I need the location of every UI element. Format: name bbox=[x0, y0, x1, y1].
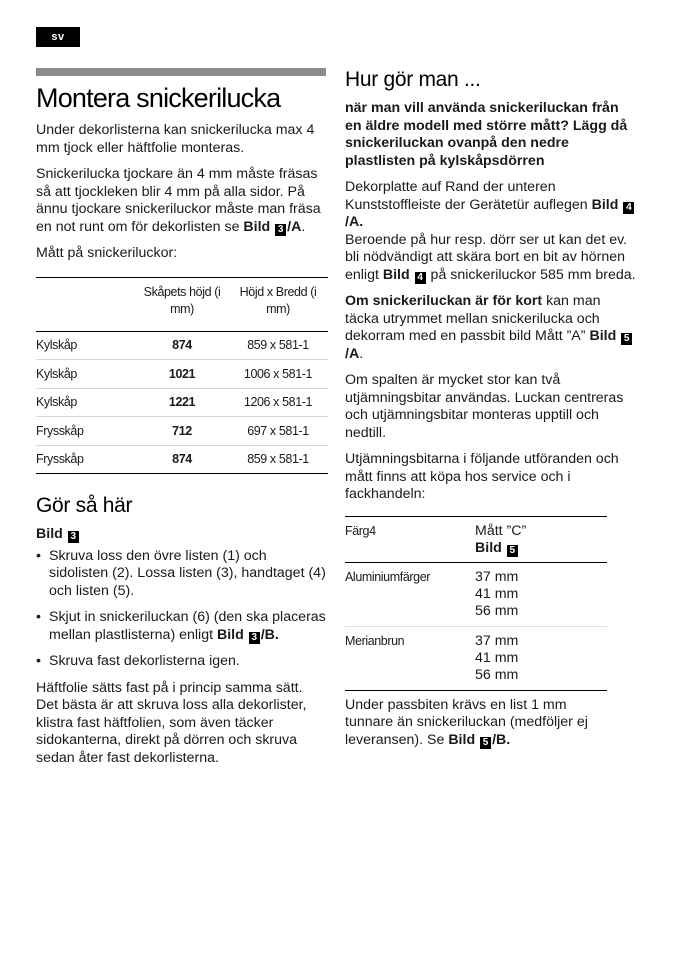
figure-ref-label: Bild bbox=[243, 218, 271, 235]
sentence-end: . bbox=[301, 218, 306, 235]
language-tab: sv bbox=[36, 27, 80, 47]
header-dimension bbox=[475, 523, 607, 557]
spacer-size: 56 mm bbox=[475, 666, 519, 683]
cabinet-type: Frysskåp bbox=[36, 452, 84, 467]
table-row bbox=[345, 563, 607, 627]
figure-ref-label: Bild bbox=[475, 539, 502, 556]
figure-ref-suffix: /A bbox=[287, 218, 302, 235]
table-row bbox=[36, 446, 328, 474]
figure-ref-suffix: /A. bbox=[345, 214, 364, 230]
table-row bbox=[36, 332, 328, 361]
section-rule bbox=[36, 68, 326, 76]
instruction-list bbox=[36, 548, 326, 671]
right-column bbox=[345, 68, 637, 758]
figure-ref-label: Bild bbox=[216, 626, 244, 643]
list-item: • Skruva fast dekorlisterna igen. bbox=[36, 653, 326, 671]
header-height-width: Höjd x Bredd (i mm) bbox=[239, 284, 317, 316]
header-empty-cell bbox=[36, 284, 136, 331]
short-panel-paragraph bbox=[345, 293, 637, 363]
figure-ref-label: Bild bbox=[382, 266, 410, 283]
spacer-size: 41 mm bbox=[475, 649, 519, 666]
placement-text: Dekorplatte auf Rand der unteren Kunststoffleiste der Gerätetür auflegen bbox=[345, 179, 588, 213]
table-row bbox=[345, 627, 607, 690]
gap-paragraph: Om spalten är mycket stor kan två utjämningsbitar användas. Luckan centreras och utjämningsbitar monteras upptill och nedtill. bbox=[345, 372, 624, 441]
panel-dimensions: 697 x 581-1 bbox=[247, 423, 309, 438]
figure-ref-label: Bild bbox=[448, 731, 476, 748]
spacer-size: 37 mm bbox=[475, 568, 519, 585]
figure-number-badge: 3 bbox=[249, 632, 260, 644]
spacer-size: 41 mm bbox=[475, 585, 519, 602]
cabinet-type: Kylskåp bbox=[36, 338, 77, 353]
spacer-table bbox=[345, 516, 607, 691]
list-item: • Skruva loss den övre listen (1) och sidolisten (2). Lossa listen (3), handtaget (4) och listen (5). bbox=[36, 548, 326, 601]
strip-footnote bbox=[345, 697, 607, 750]
instruction-text: Skjut in snickeriluckan (6) (den ska placeras mellan plastlisterna) enligt bbox=[49, 609, 326, 643]
header-dimension-label: Mått ”C” bbox=[475, 522, 527, 539]
spacer-availability-paragraph: Utjämningsbitarna i följande utföranden och mått finns att köpa hos service och i fackhandeln: bbox=[345, 451, 619, 502]
spacer-color: Aluminiumfärger bbox=[345, 569, 431, 584]
panel-dimensions: 1006 x 581-1 bbox=[243, 366, 313, 381]
figure-number-badge: 5 bbox=[621, 333, 632, 345]
table-row bbox=[36, 417, 328, 446]
cabinet-height: 874 bbox=[172, 452, 192, 467]
figure-ref-label: Bild bbox=[591, 196, 619, 213]
spacer-size: 37 mm bbox=[475, 632, 519, 649]
placement-paragraph bbox=[345, 179, 637, 284]
dimensions-table-header bbox=[36, 278, 328, 332]
page-title: Montera snickerilucka bbox=[36, 83, 281, 113]
spacer-size: 56 mm bbox=[475, 602, 519, 619]
panel-dimensions: 1206 x 581-1 bbox=[243, 395, 313, 410]
cabinet-type: Kylskåp bbox=[36, 395, 77, 410]
figure-ref-label: Bild bbox=[589, 328, 617, 344]
header-color: Färg4 bbox=[345, 523, 376, 538]
left-column bbox=[36, 68, 326, 776]
list-item bbox=[36, 609, 326, 644]
figure-number-badge: 5 bbox=[480, 737, 491, 749]
table-row bbox=[36, 389, 328, 418]
short-panel-lead: Om snickeriluckan är för kort bbox=[345, 293, 543, 309]
figure-number-badge: 3 bbox=[275, 224, 286, 236]
dimensions-intro: Mått på snickeriluckor: bbox=[36, 245, 178, 261]
figure-number-badge: 3 bbox=[68, 531, 79, 543]
panel-dimensions: 859 x 581-1 bbox=[247, 452, 309, 467]
figure-number-badge: 4 bbox=[623, 202, 634, 214]
spacer-color: Merianbrun bbox=[345, 633, 405, 648]
spacer-table-header bbox=[345, 517, 607, 563]
spacer-sizes bbox=[475, 569, 607, 620]
panel-dimensions: 859 x 581-1 bbox=[247, 338, 309, 353]
short-panel-text: kan man täcka utrymmet mellan snickerilucka och dekorram med en passbit bild Mått ”A” bbox=[345, 293, 601, 344]
corner-cut-text-end: på snickeriluckor 585 mm breda. bbox=[426, 266, 636, 283]
cabinet-height: 1021 bbox=[168, 366, 196, 381]
dimensions-table bbox=[36, 277, 328, 475]
milling-text: Snickerilucka tjockare än 4 mm måste fräsas så att tjockleken blir 4 mm på alla sidor. På ännu tjockare snickeriluckor måste man fräsa en not runt om för dekorlisten se bbox=[36, 166, 321, 235]
sentence-end: . bbox=[359, 345, 364, 362]
figure-heading bbox=[36, 526, 326, 544]
corner-cut-text: Beroende på hur resp. dörr ser ut kan det ev. bli nödvändigt att skära bort en bit av hörnen enligt bbox=[345, 231, 628, 283]
intro-paragraph: Under dekorlisterna kan snickerilucka max 4 mm tjock eller häftfolie monteras. bbox=[36, 122, 315, 156]
figure-ref-suffix: /A bbox=[345, 345, 360, 362]
figure-number-badge: 4 bbox=[415, 272, 426, 284]
milling-paragraph bbox=[36, 166, 326, 236]
section-heading: Hur gör man ... bbox=[345, 68, 481, 91]
header-cabinet-height: Skåpets höjd (i mm) bbox=[143, 284, 221, 316]
figure-number-badge: 5 bbox=[507, 545, 518, 557]
footnote-text: Under passbiten krävs en list 1 mm tunnare än snickeriluckan (medföljer ej leveransen). Se bbox=[345, 696, 588, 748]
adhesive-foil-paragraph: Häftfolie sätts fast på i princip samma sätt. Det bästa är att skruva loss alla dekorlister, klistra fast häftfolien, som även täcker sidokanterna, direkt på dörren och skruva sedan åter fast dekorlisterna. bbox=[36, 679, 307, 766]
table-row bbox=[36, 360, 328, 389]
figure-ref-suffix: /B. bbox=[492, 731, 511, 748]
header-figure-ref bbox=[475, 540, 607, 557]
older-model-intro: när man vill använda snickeriluckan från en äldre modell med större mått? Lägg då snickeriluckan ovanpå den nedre plastlisten på kylskåpsdörren bbox=[345, 100, 628, 169]
how-to-heading: Gör så här bbox=[36, 494, 133, 517]
cabinet-height: 1221 bbox=[168, 395, 196, 410]
figure-ref-suffix: /B. bbox=[260, 626, 279, 643]
cabinet-type: Kylskåp bbox=[36, 366, 77, 381]
spacer-sizes bbox=[475, 633, 607, 684]
figure-ref-label: Bild bbox=[36, 526, 63, 542]
cabinet-height: 712 bbox=[172, 423, 192, 438]
cabinet-height: 874 bbox=[172, 338, 192, 353]
cabinet-type: Frysskåp bbox=[36, 423, 84, 438]
